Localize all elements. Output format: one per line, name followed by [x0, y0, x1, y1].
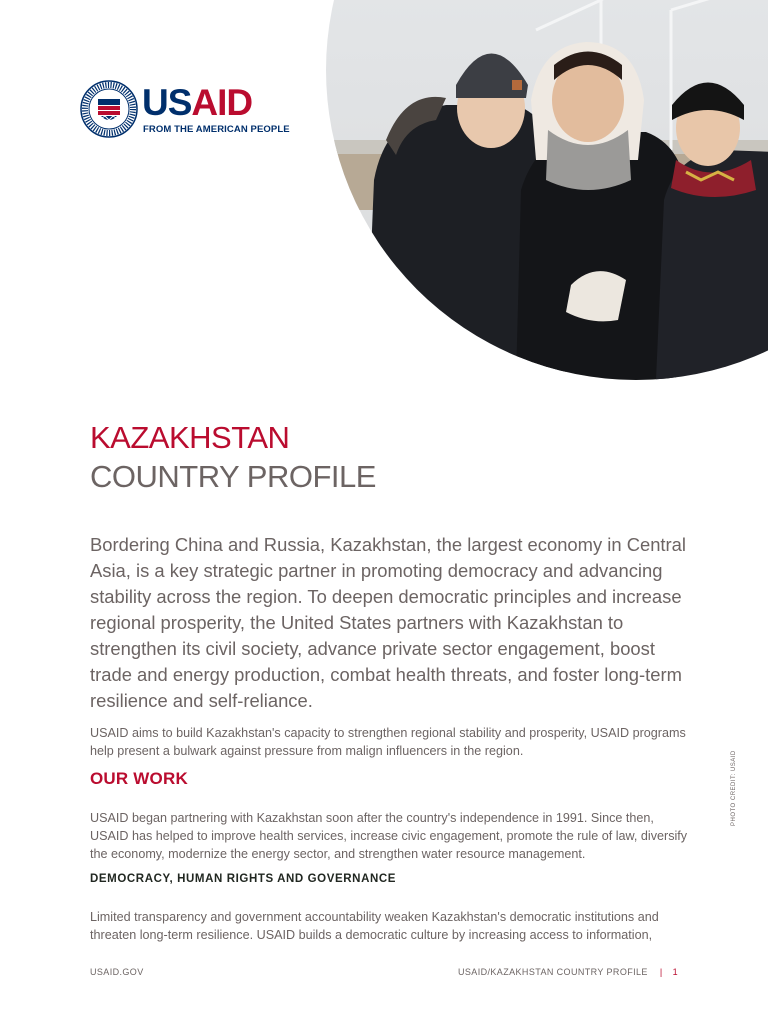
logo-tagline: FROM THE AMERICAN PEOPLE	[143, 124, 290, 135]
page-number: 1	[672, 967, 678, 977]
usaid-wordmark	[142, 84, 252, 122]
lead-paragraph: Bordering China and Russia, Kazakhstan, the largest economy in Central Asia, is a key strategic partner in promoting democracy and advancing stability across the region. To deepen democratic principles and increase regional prosperity, the United States partners with Kazakhstan to strengthen its civil society, advance private sector engagement, boost trade and energy production, combat health threats, and foster long-term resilience and self-reliance.	[90, 534, 686, 712]
democracy-heading: DEMOCRACY, HUMAN RIGHTS AND GOVERNANCE	[90, 873, 397, 885]
usaid-seal-icon	[80, 80, 138, 138]
usaid-logo	[80, 78, 290, 142]
our-work-heading: OUR WORK	[90, 769, 188, 788]
footer-separator: |	[659, 967, 663, 977]
photo-credit: PHOTO CREDIT: USAID	[731, 750, 737, 826]
democracy-paragraph: Limited transparency and government accountability weaken Kazakhstan's democratic institutions and threaten long-term resilience. USAID builds a democratic culture by increasing access to information,	[90, 909, 659, 942]
footer-website-link[interactable]: USAID.GOV	[90, 967, 144, 977]
country-title: KAZAKHSTAN	[90, 420, 290, 455]
footer-doc-title: USAID/KAZAKHSTAN COUNTRY PROFILE	[458, 967, 648, 977]
footer-document-info	[458, 967, 678, 977]
our-work-paragraph: USAID began partnering with Kazakhstan soon after the country's independence in 1991. Since then, USAID has helped to improve health services, increase civic engagement, promote the rule of law, diversify the economy, modernize the energy sector, and strengthen water resource management.	[90, 810, 688, 861]
profile-title: COUNTRY PROFILE	[90, 459, 376, 494]
wordmark-us: US	[142, 82, 192, 123]
intro-paragraph: USAID aims to build Kazakhstan's capacity to strengthen regional stability and prosperity, USAID programs help present a bulwark against pressure from malign influencers in the region.	[90, 725, 686, 758]
three-women-photo	[326, 0, 768, 380]
hero-photo	[326, 0, 768, 380]
wordmark-aid: AID	[191, 82, 253, 123]
